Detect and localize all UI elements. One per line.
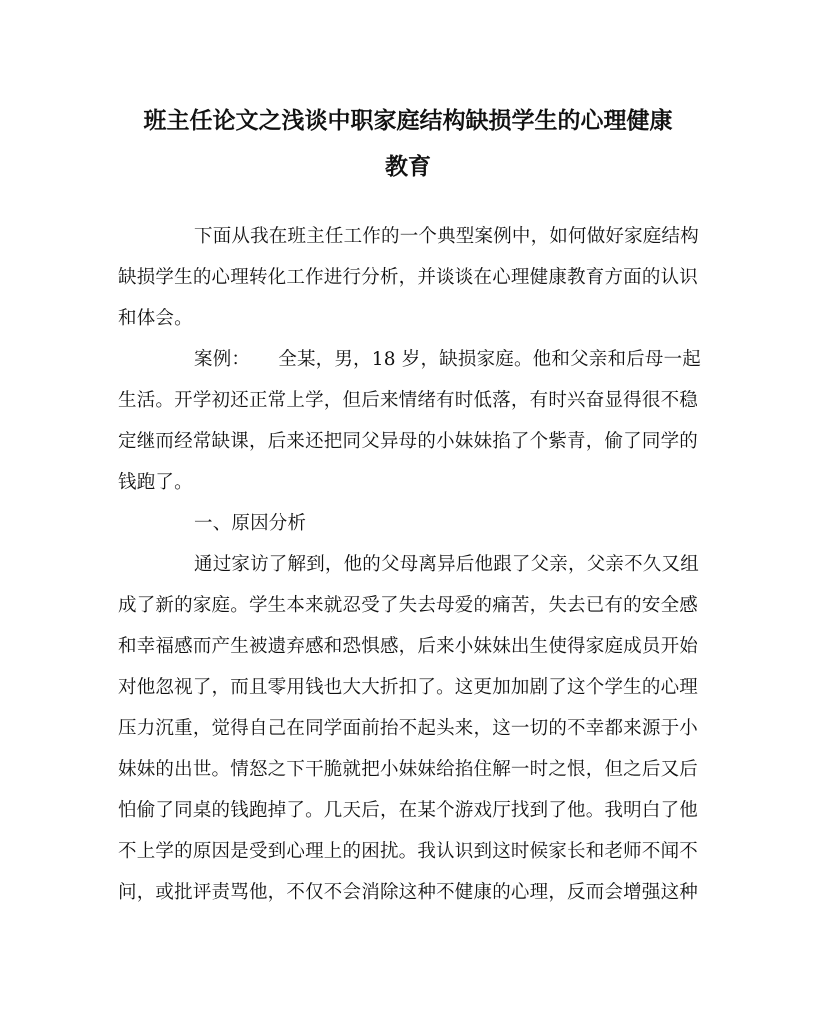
paragraph-line: 案例： 全某，男，18 岁，缺损家庭。他和父亲和后母一起	[194, 349, 701, 370]
paragraph-line: 缺损学生的心理转化工作进行分析，并谈谈在心理健康教育方面的认识	[118, 267, 698, 288]
paragraph-line: 压力沉重，觉得自己在同学面前抬不起头来，这一切的不幸都来源于小	[118, 718, 698, 739]
section-heading-text: 一、原因分析	[194, 513, 307, 534]
paragraph-line: 和幸福感而产生被遗弃感和恐惧感，后来小妹妹出生使得家庭成员开始	[118, 636, 698, 657]
paragraph-case	[118, 339, 701, 503]
paragraph-line: 和体会。	[118, 308, 193, 329]
paragraph-line: 钱跑了。	[118, 472, 193, 493]
title-line-1: 班主任论文之浅谈中职家庭结构缺损学生的心理健康	[143, 107, 673, 134]
paragraph-line: 不上学的原因是受到心理上的困扰。我认识到这时候家长和老师不闻不	[118, 841, 698, 862]
paragraph-line: 成了新的家庭。学生本来就忍受了失去母爱的痛苦，失去已有的安全感	[118, 595, 698, 616]
paragraph-intro	[118, 216, 698, 339]
paragraph-line: 通过家访了解到，他的父母离异后他跟了父亲，父亲不久又组	[194, 554, 699, 575]
document-body	[118, 216, 701, 913]
paragraph-line: 对他忽视了，而且零用钱也大大折扣了。这更加加剧了这个学生的心理	[118, 677, 698, 698]
paragraph-analysis	[118, 544, 698, 913]
section-heading	[118, 503, 698, 544]
title-line-2: 教育	[385, 153, 431, 180]
paragraph-line: 下面从我在班主任工作的一个典型案例中，如何做好家庭结构	[194, 226, 699, 247]
paragraph-line: 定继而经常缺课，后来还把同父异母的小妹妹掐了个紫青，偷了同学的	[118, 431, 698, 452]
paragraph-line: 怕偷了同桌的钱跑掉了。几天后，在某个游戏厅找到了他。我明白了他	[118, 800, 698, 821]
paragraph-line: 妹妹的出世。情怒之下干脆就把小妹妹给掐住解一时之恨，但之后又后	[118, 759, 698, 780]
paragraph-line: 生活。开学初还正常上学，但后来情绪有时低落，有时兴奋显得很不稳	[118, 390, 698, 411]
paragraph-line: 问，或批评责骂他，不仅不会消除这种不健康的心理，反而会增强这种	[118, 882, 698, 903]
document-title	[120, 98, 696, 190]
